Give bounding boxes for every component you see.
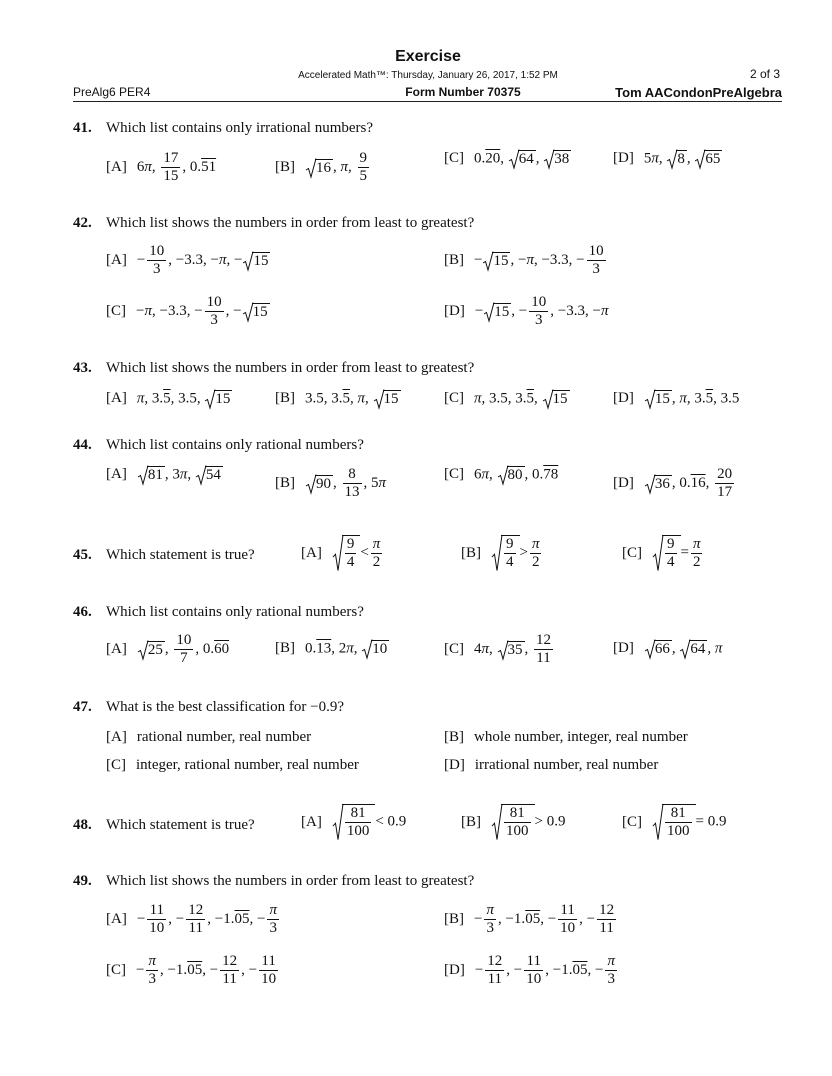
question-number: 48. [73,817,92,833]
fraction: $\frac{9}{5}$ [359,150,368,185]
q43-option-b: [B] 3.5, 3.5, π, 15 [275,390,399,407]
radical [492,804,535,841]
q48-option-b: [B] $\frac{81}{100}$ > 0.9 [461,805,566,840]
question-48 [73,817,255,834]
fraction: $\frac{12}{11}$ [536,632,552,667]
question-number: 44. [73,437,92,453]
radical: 35 [498,641,525,659]
question-42 [73,215,474,232]
q43-option-a: [A] π, 3.5, 3.5, 15 [106,390,231,407]
q48-option-c: [C] $\frac{81}{100}$ = 0.9 [622,805,727,840]
radical: 16 [306,159,333,177]
q44-option-d: [D] 36 , 0.16, $\frac{20}{17}$ [613,466,733,501]
question-text: Which list shows the numbers in order from least to greatest? [106,215,475,231]
q46-option-b: [B] 0.13, 2π, 10 [275,640,388,657]
page-number: 2 of 3 [749,67,780,81]
q48-option-a: [A] $\frac{81}{100}$ < 0.9 [301,805,407,840]
q43-option-c: [C] π, 3.5, 3.5, 15 [444,390,568,407]
question-49 [73,873,474,890]
fraction: $\frac{20}{17}$ [717,466,733,501]
q46-option-a: [A] 25 , $\frac{10}{7}$ , 0.60 [106,632,230,667]
radical: 8 [667,150,687,168]
q45-option-c: [C] $\frac{9}{4}$ = $\frac{\pi}{2}$ [622,535,701,571]
question-45 [73,547,255,564]
q46-option-c: [C] 4π, 35 , $\frac{12}{11}$ [444,632,552,667]
page-title: Exercise [395,48,461,65]
question-text: Which list contains only rational numbers? [106,604,364,620]
fraction: $\frac{10}{3}$ [206,294,222,329]
radical: 15 [483,252,510,270]
radical: 38 [544,150,571,168]
q44-option-a: [A] 81 , 3π, 54 [106,466,221,483]
q49-option-a: [A] − $\frac{11}{10}$ , − $\frac{12}{11}$ , −1.05, − $\frac{\pi}{3}$ [106,902,277,937]
q41-option-b: [B] 16 , π, $\frac{9}{5}$ [275,150,368,185]
question-text: What is the best classification for [106,699,307,715]
q47-option-d: [D] irrational number, real number [444,757,659,773]
fraction: $\frac{\pi}{3}$ [486,902,494,937]
radical [333,535,361,572]
q47-option-c: [C] integer, rational number, real number [106,757,359,773]
q46-option-d: [D] 66 , 64 , π [613,640,723,657]
fraction: $\frac{10}{7}$ [176,632,192,667]
fraction: $\frac{9}{4}$ [506,536,514,571]
fraction: $\frac{81}{100}$ [506,805,529,840]
q49-option-c: $[C] - \frac{\pi}{3}$ , −1.05, − $\frac{12}{11}$ , − $\frac{11}{10}$ [106,953,277,988]
fraction: $\frac{\pi}{2}$ [372,535,381,570]
question-text: Which statement is true? [106,817,255,833]
q42-option-a: [A] − $\frac{10}{3}$ , −3.3, −π, − 15 [106,243,269,278]
fraction: $\frac{12}{11}$ [599,902,615,937]
question-44 [73,437,364,454]
fraction: $\frac{8}{13}$ [344,466,360,501]
fraction: $\frac{9}{4}$ [346,536,355,571]
radical: 81 [138,466,165,484]
question-number: 46. [73,604,92,620]
radical: 15 [243,252,270,270]
fraction: $\frac{12}{11}$ [487,953,503,988]
q44-option-c: [C] 6π, 80 , 0.78 [444,466,559,483]
radical: 15 [205,390,232,408]
question-43 [73,360,474,377]
radical: 54 [196,466,223,484]
question-text: Which list contains only irrational numbers? [106,120,374,136]
radical: 36 [645,475,672,493]
student-name: Tom AACondonPreAlgebra [615,85,782,100]
fraction: $\frac{17}{15}$ [163,150,179,185]
q42-option-b: [B] − 15 , −π, −3.3, − $\frac{10}{3}$ [444,243,604,278]
fraction: $\frac{\pi}{2}$ [531,535,540,570]
fraction: $\frac{81}{100}$ [346,805,370,840]
radical [333,804,376,841]
radical: 15 [543,390,570,408]
fraction: $\frac{11}{10}$ [149,902,165,937]
question-text: Which list shows the numbers in order from least to greatest? [106,360,475,376]
q41-option-a: [A] 6π, $\frac{17}{15}$ , 0.51 [106,150,217,185]
radical: 10 [362,640,389,658]
question-46 [73,604,364,621]
fraction: $\frac{\pi}{3}$ [148,953,156,988]
question-number: 42. [73,215,92,231]
radical [653,804,696,841]
question-text: Which list shows the numbers in order from least to greatest? [106,873,475,889]
radical: 15 [484,303,511,321]
question-text: Which list contains only rational numbers? [106,437,364,453]
radical: 25 [138,641,165,659]
fraction: $\frac{11}{10}$ [526,953,542,988]
question-number: 47. [73,699,92,715]
q44-option-b: [B] 90 , $\frac{8}{13}$ , 5π [275,466,387,501]
question-47: 47. What is the best classification for −0.9? [73,699,344,715]
fraction: $\frac{11}{10}$ [261,953,277,988]
q41-option-c: [C] 0.20, 64 , 38 [444,150,570,167]
radical: 15 [645,390,672,408]
fraction: $\frac{\pi}{3}$ [269,902,277,937]
q49-option-d: [D] − $\frac{12}{11}$ , − $\frac{11}{10}$ , −1.05, − $\frac{\pi}{3}$ [444,953,615,988]
fraction: $\frac{12}{11}$ [188,902,204,937]
fraction: $\frac{\pi}{3}$ [607,953,615,988]
fraction: $\frac{\pi}{2}$ [692,535,701,570]
radical: 15 [374,390,401,408]
class-name: PreAlg6 PER4 [73,85,151,99]
radical: 90 [306,475,333,493]
q47-option-a: [A] rational number, real number [106,729,312,745]
fraction: $\frac{10}{3}$ [531,294,547,329]
question-number: 45. [73,547,92,563]
question-number: 49. [73,873,92,889]
radical: 64 [509,150,536,168]
q45-option-b: [B] $\frac{9}{4}$ > $\frac{\pi}{2}$ [461,535,540,571]
fraction: $\frac{11}{10}$ [560,902,576,937]
q47-option-b: [B] whole number, integer, real number [444,729,688,745]
question-number: 43. [73,360,92,376]
q45-option-a: [A] $\frac{9}{4}$ < $\frac{\pi}{2}$ [301,535,381,571]
report-subtitle: Accelerated Math™: Thursday, January 26, 2017, 1:52 PM [298,70,558,81]
q43-option-d: [D] 15 , π, 3.5, 3.5 [613,390,740,407]
question-text: Which statement is true? [106,547,255,563]
q49-option-b: $[B] - \frac{\pi}{3}$ , −1.05, − $\frac{11}{10}$ , − $\frac{12}{11}$ [444,902,615,937]
fraction: $\frac{81}{100}$ [667,805,690,840]
fraction: $\frac{10}{3}$ [588,243,604,278]
radical: 64 [680,640,707,658]
radical: 15 [243,303,270,321]
fraction: $\frac{12}{11}$ [222,953,238,988]
q42-option-c: [C] −π, −3.3, − $\frac{10}{3}$ , − 15 [106,294,268,329]
radical: 80 [498,466,525,484]
q41-option-d: [D] 5π, 8 , 65 [613,150,721,167]
radical [653,535,681,572]
question-41 [73,120,373,137]
form-number: Form Number 70375 [405,85,521,99]
radical: 65 [695,150,722,168]
radical: 66 [645,640,672,658]
radical [492,535,520,572]
header-row [73,85,782,102]
question-number: 41. [73,120,92,136]
fraction: $\frac{9}{4}$ [667,536,675,571]
q42-option-d: [D] − 15 , − $\frac{10}{3}$ , −3.3, −π [444,294,609,329]
fraction: $\frac{10}{3}$ [149,243,165,278]
question-value: −0.9 [310,699,338,715]
